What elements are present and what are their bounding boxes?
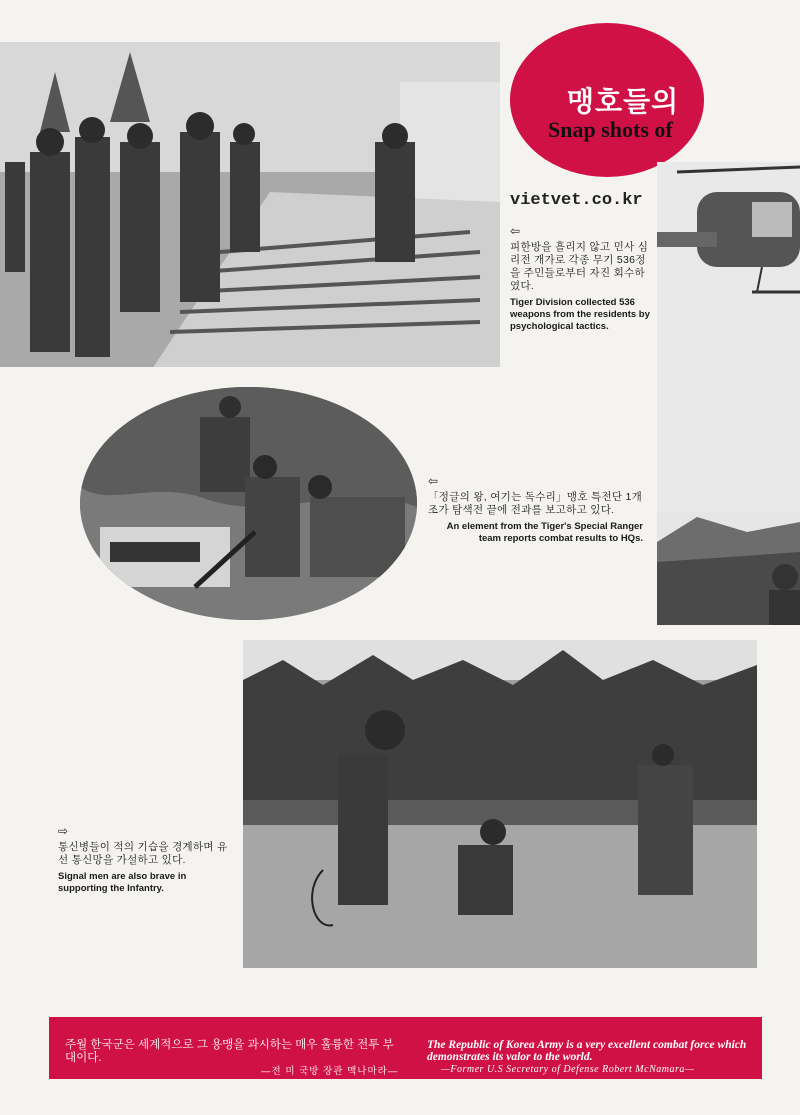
arrow-left-icon: ⇦ <box>428 474 439 488</box>
caption-weapons <box>510 225 650 333</box>
quote-korean-signature: —전 미 국방 장관 맥나마라— <box>261 1066 399 1077</box>
photo-ranger-team-oval <box>80 387 417 620</box>
photo-weapons-collected <box>0 42 500 367</box>
quote-english-signature: —Former U.S Secretary of Defense Robert McNamara— <box>441 1064 695 1075</box>
caption-ranger <box>428 475 643 545</box>
caption-signal <box>58 825 234 895</box>
quote-banner <box>49 1017 762 1079</box>
photo-signal-men <box>243 640 757 968</box>
title-english: Snap shots of <box>548 117 673 142</box>
caption-ranger-en: An element from the Tiger's Special Ranger team reports combat results to HQs. <box>446 521 643 544</box>
site-watermark: vietvet.co.kr <box>510 191 643 210</box>
caption-weapons-ko: 피한방을 흘리지 않고 민사 심리전 개가로 각종 무기 536정을 주민들로부터 자진 회수하였다. <box>510 241 649 292</box>
caption-ranger-ko: 「정글의 왕, 여기는 독수리」맹호 특전단 1개 조가 탐색전 끝에 전과를 보고하고 있다. <box>428 491 643 516</box>
arrow-left-icon: ⇦ <box>510 224 521 238</box>
caption-signal-ko: 통신병들이 적의 기습을 경계하며 유선 통신망을 가설하고 있다. <box>58 841 228 866</box>
title-korean: 맹호들의 <box>567 86 680 117</box>
quote-english: The Republic of Korea Army is a very excellent combat force which demonstrates its valor to the world. <box>427 1039 747 1063</box>
arrow-right-icon: ⇨ <box>58 824 69 838</box>
photo-helicopter <box>657 162 800 625</box>
caption-signal-en: Signal men are also brave in supporting the Infantry. <box>58 871 187 894</box>
quote-korean: 주월 한국군은 세계적으로 그 용맹을 과시하는 매우 훌륭한 전투 부대이다. <box>65 1039 394 1064</box>
caption-weapons-en: Tiger Division collected 536 weapons from the residents by psychological tactics. <box>510 297 650 332</box>
